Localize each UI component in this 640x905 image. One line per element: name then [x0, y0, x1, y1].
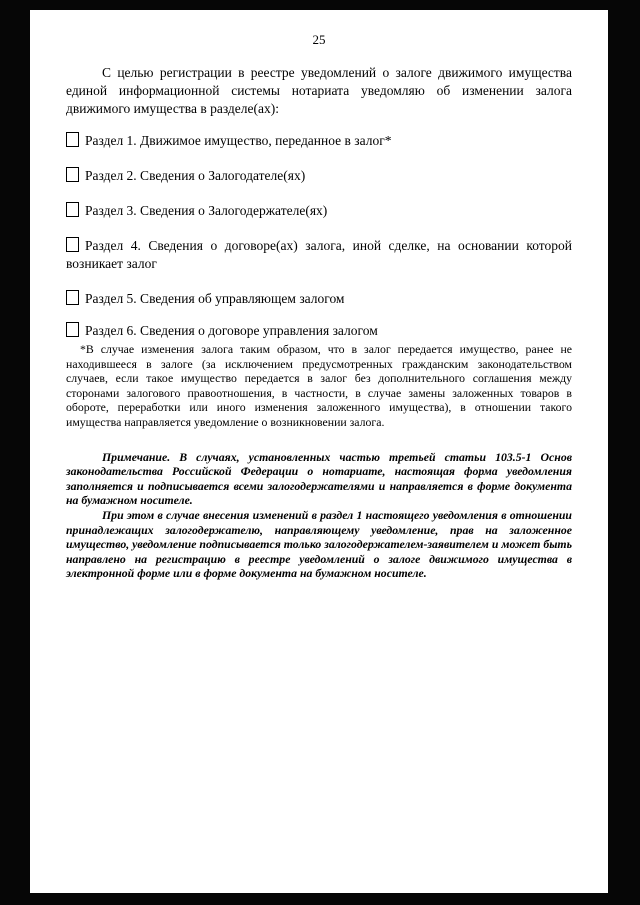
section-5-checkbox[interactable] [66, 290, 79, 305]
section-3-checkbox[interactable] [66, 202, 79, 217]
section-3-label: Раздел 3. Сведения о Залогодержателе(ях) [85, 203, 328, 218]
document-page [30, 10, 608, 893]
section-row-6 [66, 322, 572, 340]
page-number: 25 [312, 32, 326, 47]
note-paragraph-2: При этом в случае внесения изменений в раздел 1 настоящего уведомления в отношении принадлежащих залогодержателю, направляющему уведомление, прав на заложенное имущество, уведомление подписывается только залогодержателем-заявителем и может быть направлено на регистрацию в реестре уведомлений о залоге движимого имущества в электронной форме или в форме документа на бумажном носителе. [66, 507, 572, 581]
section-1-checkbox[interactable] [66, 132, 79, 147]
section-row-2 [66, 167, 572, 185]
section-5-label: Раздел 5. Сведения об управляющем залогом [85, 291, 345, 306]
section-6-checkbox[interactable] [66, 322, 79, 337]
section-row-1 [66, 132, 572, 150]
section-1-label: Раздел 1. Движимое имущество, переданное в залог* [85, 133, 392, 148]
section-4-checkbox[interactable] [66, 237, 79, 252]
intro-paragraph: С целью регистрации в реестре уведомлений о залоге движимого имущества единой информационной системы нотариата уведомляю об изменении залога движимого имущества в разделе(ах): [66, 65, 572, 116]
section-4-label: Раздел 4. Сведения о договоре(ах) залога, иной сделке, на основании которой возникает залог [66, 238, 572, 271]
section-row-5 [66, 290, 572, 308]
section-6-label: Раздел 6. Сведения о договоре управления залогом [85, 323, 378, 338]
note-paragraph-1: Примечание. В случаях, установленных частью третьей статьи 103.5-1 Основ законодательства Российской Федерации о нотариате, настоящая форма уведомления заполняется и подписывается всеми залогодержателями и направляется в форме документа на бумажном носителе. [66, 449, 572, 508]
footnote-paragraph: *В случае изменения залога таким образом, что в залог передается имущество, ранее не находившееся в залоге (за исключением предусмотренных гражданским законодательством случаев, если такое имущество передается в залог без дополнительного соглашения между сторонами залогового правоотношения, в частности, в случае замены заложенных товаров в обороте, переработки или иного изменения заложенного имущества), в отношении такого имущества направляется уведомление о возникновении залога. [66, 342, 572, 429]
section-2-checkbox[interactable] [66, 167, 79, 182]
section-2-label: Раздел 2. Сведения о Залогодателе(ях) [85, 168, 306, 183]
section-row-3 [66, 202, 572, 220]
section-row-4 [66, 237, 572, 273]
